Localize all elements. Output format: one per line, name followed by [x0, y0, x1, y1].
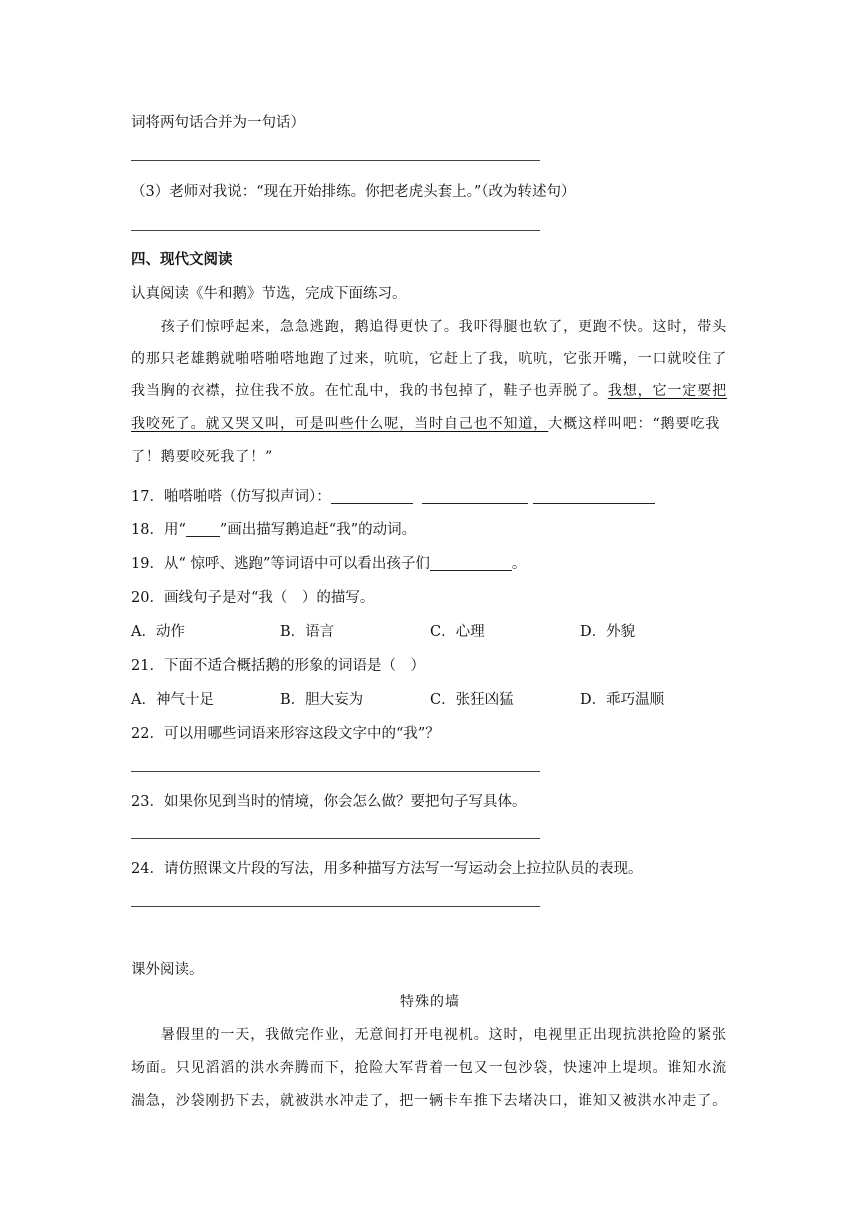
passage-text: 大概这样叫吧：“鹅要吃我 [548, 416, 721, 432]
answer-line[interactable] [131, 160, 540, 161]
option-a[interactable]: A．动作 [131, 624, 185, 640]
option-b[interactable]: B．语言 [280, 624, 335, 640]
answer-line[interactable] [131, 906, 540, 907]
answer-blank[interactable] [533, 489, 655, 505]
option-d[interactable]: D．乖巧温顺 [580, 692, 665, 708]
answer-blank[interactable] [331, 489, 413, 505]
story-line: 暑假里的一天，我做完作业，无意间打开电视机。这时，电视里正出现抗洪抢险的紧张 [131, 1027, 727, 1043]
question-3: （3）老师对我说：“现在开始排练。你把老虎头套上。”（改为转述句） [131, 184, 576, 200]
story-title: 特殊的墙 [400, 994, 460, 1010]
option-c[interactable]: C．张狂凶猛 [430, 692, 514, 708]
option-a[interactable]: A．神气十足 [131, 692, 214, 708]
passage-line: 了！鹅要咬死我了！” [131, 449, 274, 465]
passage-text: 我当胸的衣襟，拉住我不放。在忙乱中，我的书包掉了，鞋子也弄脱了。 [131, 383, 608, 399]
question-19-end: 。 [511, 556, 527, 572]
story-line: 湍急，沙袋刚扔下去，就被洪水冲走了，把一辆卡车推下去堵决口，谁知又被洪水冲走了。 [131, 1093, 727, 1109]
question-18-text: ”画出描写鹅追赶“我”的动词。 [219, 522, 417, 538]
answer-blank[interactable] [422, 489, 528, 505]
passage-line: 孩子们惊呼起来，急急逃跑，鹅追得更快了。我吓得腿也软了，更跑不快。这时，带头 [131, 319, 727, 335]
option-c[interactable]: C．心理 [430, 624, 485, 640]
question-17-text: 17．啪嗒啪嗒（仿写拟声词）： [131, 489, 331, 505]
reading-instruction: 认真阅读《牛和鹅》节选，完成下面练习。 [131, 286, 407, 302]
answer-line[interactable] [131, 230, 540, 231]
question-23: 23．如果你见到当时的情境，你会怎么做？要把句子写具体。 [131, 794, 527, 810]
question-19-text: 19．从“ 惊呼、逃跑”等词语中可以看出孩子们 [131, 556, 430, 572]
story-line: 场面。只见滔滔的洪水奔腾而下，抢险大军背着一包又一包沙袋，快速冲上堤坝。谁知水流 [131, 1060, 727, 1076]
underline-sample [186, 522, 220, 538]
passage-line [131, 413, 731, 433]
question-17 [131, 485, 655, 506]
question-18 [131, 518, 416, 539]
question-24: 24．请仿照课文片段的写法，用多种描写方法写一写运动会上拉拉队员的表现。 [131, 861, 643, 877]
underlined-sentence: 我想，它一定要把 [607, 383, 728, 399]
question-22: 22．可以用哪些词语来形容这段文字中的“我”？ [131, 726, 440, 742]
extra-reading-heading: 课外阅读。 [131, 962, 204, 978]
question-20: 20．画线句子是对“我（ ）的描写。 [131, 590, 375, 606]
question-18-text: 18．用“ [131, 522, 186, 538]
answer-blank[interactable] [430, 556, 512, 572]
answer-line[interactable] [131, 838, 540, 839]
question-21: 21．下面不适合概括鹅的形象的词语是（ ） [131, 658, 425, 674]
option-d[interactable]: D．外貌 [580, 624, 636, 640]
answer-line[interactable] [131, 771, 540, 772]
passage-line [131, 380, 731, 400]
section-heading: 四、现代文阅读 [131, 252, 233, 268]
question-19 [131, 552, 526, 573]
passage-line: 的那只老雄鹅就啪嗒啪嗒地跑了过来，吭吭，它赶上了我，吭吭，它张开嘴，一口就咬住了 [131, 351, 727, 367]
underlined-sentence: 我咬死了。就又哭又叫，可是叫些什么呢，当时自己也不知道， [131, 416, 549, 432]
instruction-continuation: 词将两句话合并为一句话） [131, 115, 305, 131]
option-b[interactable]: B．胆大妄为 [280, 692, 364, 708]
